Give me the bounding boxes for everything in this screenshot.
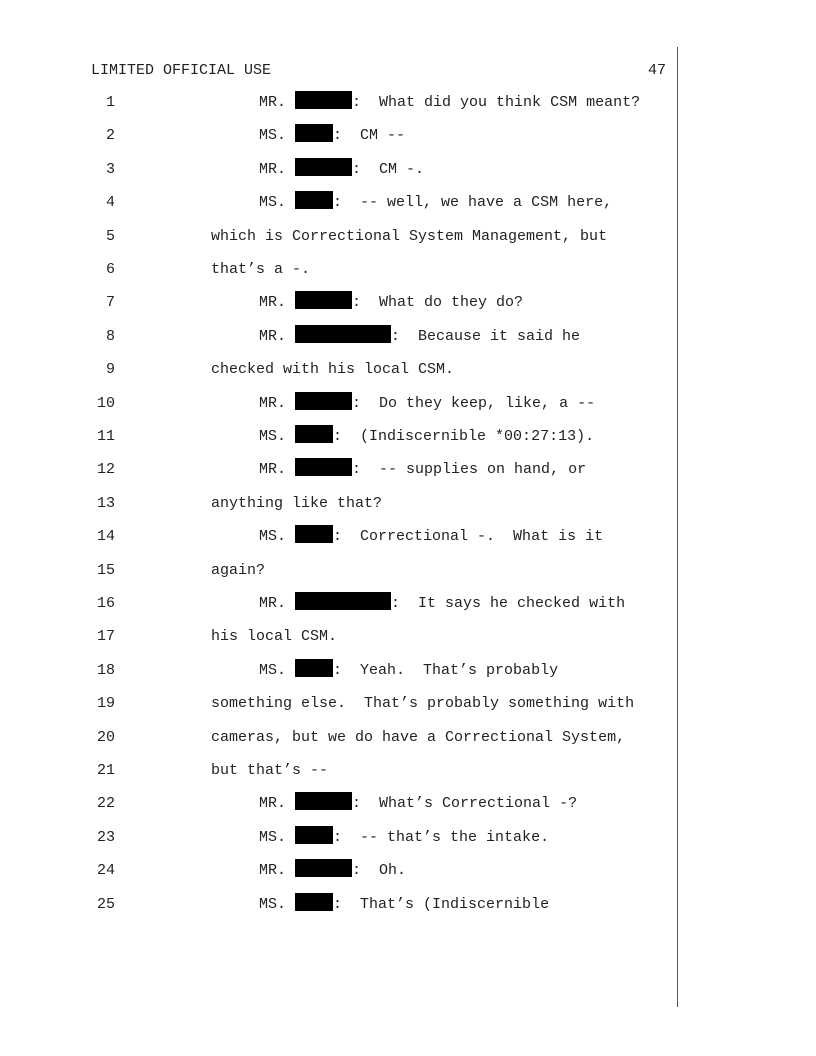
classification-header: LIMITED OFFICIAL USE <box>91 62 272 79</box>
spoken-text: : Yeah. That’s probably <box>333 661 559 679</box>
line-number: 3 <box>105 160 115 178</box>
spoken-text: : What do they do? <box>352 294 524 312</box>
transcript-line <box>0 158 816 182</box>
redaction-box <box>295 191 333 209</box>
continuation-text: again? <box>211 561 266 579</box>
line-number: 11 <box>96 428 115 445</box>
speaker-line-text <box>259 158 424 182</box>
speaker-line-text <box>259 191 612 215</box>
speaker-line-text <box>259 859 406 883</box>
speaker-line-text <box>259 425 594 449</box>
spoken-text: : Oh. <box>352 862 407 880</box>
continuation-text: but that’s -- <box>211 762 329 779</box>
speaker-line-text <box>259 458 586 482</box>
speaker-title: MR. <box>259 862 287 880</box>
continuation-text: checked with his local CSM. <box>211 361 455 379</box>
transcript-line <box>0 91 816 115</box>
transcript-line <box>0 792 816 816</box>
speaker-title: MS. <box>259 661 287 679</box>
speaker-title: MR. <box>259 394 287 412</box>
speaker-title: MS. <box>259 828 287 846</box>
spoken-text: : CM -. <box>352 160 425 178</box>
speaker-title: MR. <box>259 595 287 612</box>
transcript-line <box>0 291 816 315</box>
spoken-text: : What did you think CSM meant? <box>352 94 641 111</box>
speaker-title: MR. <box>259 461 287 479</box>
line-number: 13 <box>96 494 115 512</box>
continuation-text: anything like that? <box>211 494 383 512</box>
spoken-text: : Because it said he <box>391 327 581 345</box>
continuation-text: that’s a -. <box>211 261 311 278</box>
speaker-title: MR. <box>259 327 287 345</box>
transcript-line <box>0 325 816 349</box>
line-number: 23 <box>96 828 115 846</box>
redaction-box <box>295 392 352 410</box>
speaker-line-text <box>259 592 625 616</box>
transcript-line <box>0 225 816 249</box>
continuation-text: something else. That’s probably something with <box>211 695 635 713</box>
redaction-box <box>295 458 352 476</box>
speaker-title: MS. <box>259 127 287 145</box>
line-number: 16 <box>96 595 115 612</box>
speaker-title: MR. <box>259 795 287 813</box>
redaction-box <box>295 158 352 176</box>
continuation-text: which is Correctional System Management, but <box>211 227 608 245</box>
transcript-line <box>0 893 816 917</box>
redaction-box <box>295 124 333 142</box>
spoken-text: : -- supplies on hand, or <box>352 461 587 479</box>
spoken-text: : -- well, we have a CSM here, <box>333 194 613 212</box>
spoken-text: : Do they keep, like, a -- <box>352 394 596 412</box>
speaker-line-text <box>259 91 640 115</box>
speaker-line-text <box>259 826 549 850</box>
speaker-title: MR. <box>259 94 287 111</box>
transcript-line <box>0 425 816 449</box>
line-number: 20 <box>96 728 115 746</box>
speaker-line-text <box>259 124 405 148</box>
spoken-text: : That’s (Indiscernible <box>333 895 550 913</box>
transcript-line <box>0 625 816 649</box>
transcript-line <box>0 458 816 482</box>
redaction-box <box>295 792 352 810</box>
transcript-line <box>0 692 816 716</box>
transcript-line <box>0 191 816 215</box>
transcript-line <box>0 592 816 616</box>
line-number: 15 <box>96 561 115 579</box>
redaction-box <box>295 291 352 309</box>
spoken-text: : CM -- <box>333 127 406 145</box>
transcript-line <box>0 124 816 148</box>
line-number: 2 <box>105 127 115 145</box>
speaker-line-text <box>259 893 549 917</box>
line-number: 25 <box>96 895 115 913</box>
speaker-title: MS. <box>259 194 287 212</box>
speaker-line-text <box>259 325 580 349</box>
transcript-line <box>0 525 816 549</box>
redaction-box <box>295 91 352 109</box>
line-number: 14 <box>96 528 115 546</box>
transcript-line <box>0 659 816 683</box>
speaker-title: MS. <box>259 895 287 913</box>
redaction-box <box>295 859 352 877</box>
spoken-text: : -- that’s the intake. <box>333 828 550 846</box>
continuation-text: his local CSM. <box>211 628 338 646</box>
line-number: 4 <box>105 194 115 212</box>
speaker-line-text <box>259 525 603 549</box>
continuation-text: cameras, but we do have a Correctional System, <box>211 728 626 746</box>
line-number: 17 <box>96 628 115 646</box>
line-number: 21 <box>96 762 115 779</box>
redaction-box <box>295 592 391 610</box>
transcript-line <box>0 258 816 282</box>
transcript-line <box>0 358 816 382</box>
line-number: 9 <box>105 361 115 379</box>
speaker-title: MR. <box>259 294 287 312</box>
transcript-line <box>0 726 816 750</box>
line-number: 1 <box>105 94 115 111</box>
speaker-title: MR. <box>259 160 287 178</box>
line-number: 22 <box>96 795 115 813</box>
redaction-box <box>295 425 333 443</box>
redaction-box <box>295 893 333 911</box>
transcript-line <box>0 492 816 516</box>
speaker-line-text <box>259 792 577 816</box>
speaker-title: MS. <box>259 428 287 445</box>
line-number: 7 <box>105 294 115 312</box>
speaker-line-text <box>259 659 558 683</box>
redaction-box <box>295 659 333 677</box>
speaker-line-text <box>259 291 523 315</box>
speaker-title: MS. <box>259 528 287 546</box>
redaction-box <box>295 826 333 844</box>
line-number: 18 <box>96 661 115 679</box>
spoken-text: : What’s Correctional -? <box>352 795 578 813</box>
spoken-text: : It says he checked with <box>391 595 626 612</box>
transcript-line <box>0 559 816 583</box>
line-number: 6 <box>105 261 115 278</box>
speaker-line-text <box>259 392 595 416</box>
page-number: 47 <box>647 62 666 79</box>
redaction-box <box>295 525 333 543</box>
line-number: 19 <box>96 695 115 713</box>
transcript-line <box>0 826 816 850</box>
spoken-text: : (Indiscernible *00:27:13). <box>333 428 595 445</box>
line-number: 24 <box>96 862 115 880</box>
line-number: 8 <box>105 327 115 345</box>
line-number: 5 <box>105 227 115 245</box>
transcript-line <box>0 859 816 883</box>
line-number: 10 <box>96 394 115 412</box>
transcript-line <box>0 759 816 783</box>
redaction-box <box>295 325 391 343</box>
line-number: 12 <box>96 461 115 479</box>
transcript-line <box>0 392 816 416</box>
spoken-text: : Correctional -. What is it <box>333 528 604 546</box>
